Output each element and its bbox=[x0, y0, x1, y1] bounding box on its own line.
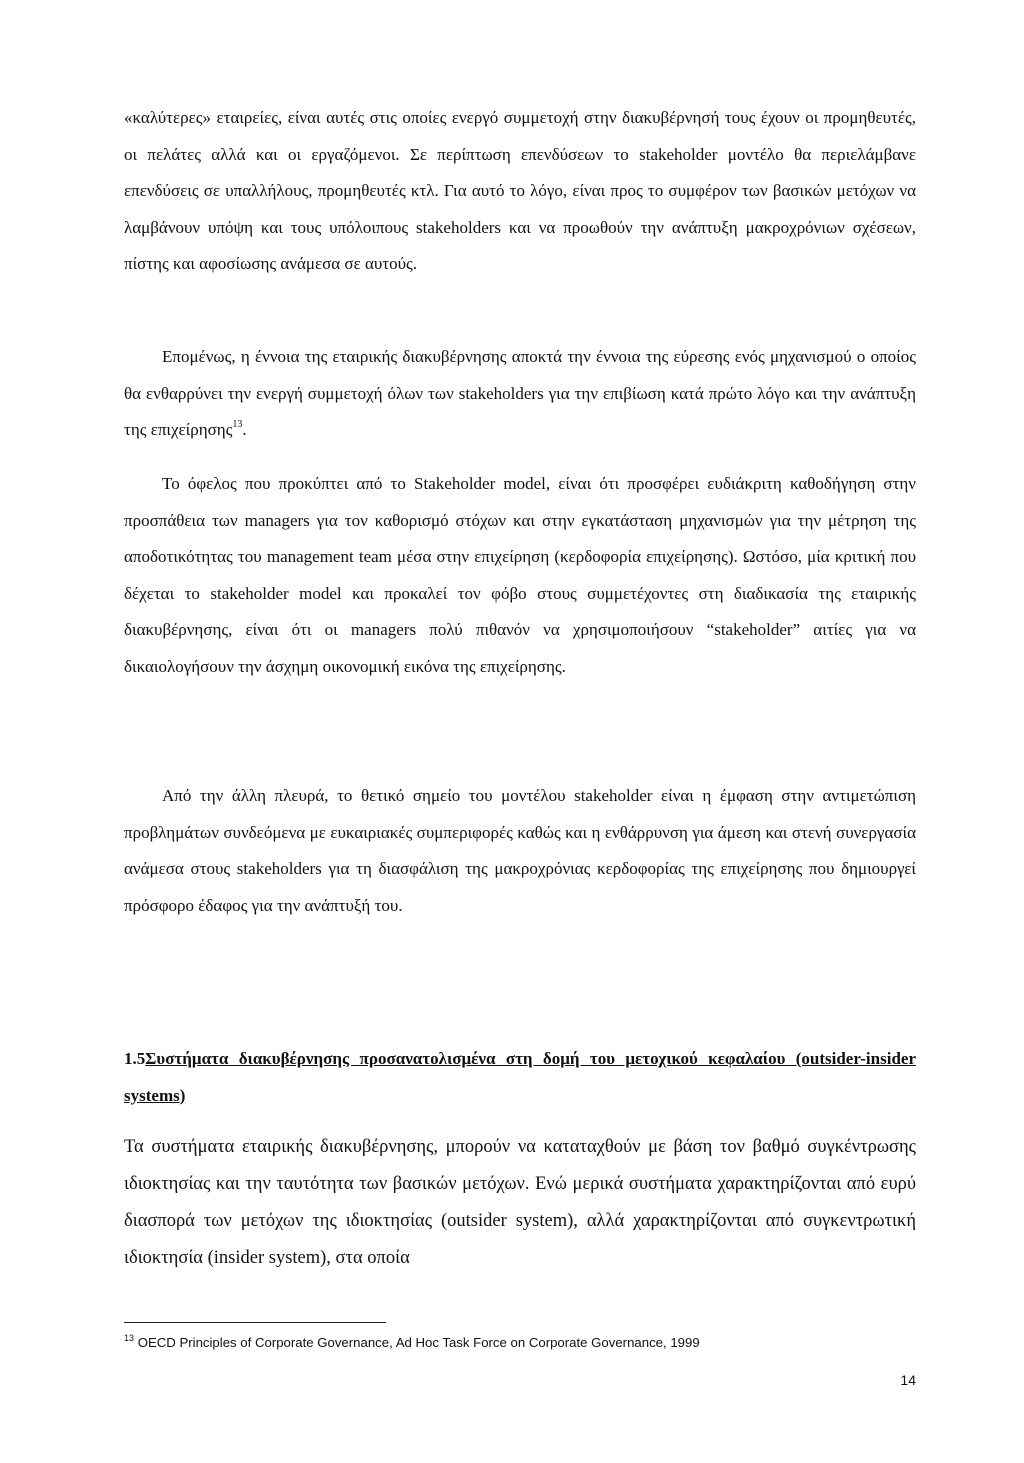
paragraph-2-tail: . bbox=[242, 420, 247, 440]
section-number: 1.5 bbox=[124, 1049, 146, 1068]
paragraph-stakeholder-model-benefits: Το όφελος που προκύπτει από το Stakeholder model, είναι ότι προσφέρει ευδιάκριτη καθοδήγηση στην προσπάθεια των managers για τον καθορισμό στόχων και στην εγκατάσταση μηχανισμών για την μέτρηση της αποδοτικότητας του management team μέσα στην επιχείρηση (κερδοφορία επιχείρησης). Ωστόσο, μία κριτική που δέχεται το stakeholder model και προκαλεί τον φόβο στους συμμετέχοντες στη διαδικασία της εταιρικής διακυβέρνησης, είναι ότι οι managers πολύ πιθανόν να χρησιμοποιήσουν “stakeholder” αιτίες για να δικαιολογήσουν την άσχημη οικονομική εικόνα της επιχείρησης. bbox=[124, 474, 916, 676]
paragraph-2-text: Επομένως, η έννοια της εταιρικής διακυβέρνησης αποκτά την έννοια της εύρεσης ενός μηχανισμού ο οποίος θα ενθαρρύνει την ενεργή συμμετοχή όλων των stakeholders για την επιβίωση κατά πρώτο λόγο και την ανάπτυξη της επιχείρησης bbox=[124, 347, 916, 440]
footnote-marker: 13 bbox=[124, 1333, 135, 1343]
page-number: 14 bbox=[900, 1372, 916, 1388]
paragraph-stakeholder-firms: «καλύτερες» εταιρείες, είναι αυτές στις οποίες ενεργό συμμετοχή στην διακυβέρνησή τους έχουν οι προμηθευτές, οι πελάτες αλλά και οι εργαζόμενοι. Σε περίπτωση επενδύσεων το stakeholder μοντέλο θα περιελάμβανε επενδύσεις σε υπαλλήλους, προμηθευτές κτλ. Για αυτό το λόγο, είναι προς το συμφέρον των βασικών μετόχων να λαμβάνουν υπόψη και τους υπόλοιπους stakeholders και να προωθούν την ανάπτυξη μακροχρόνιων σχέσεων, πίστης και αφοσίωσης ανάμεσα σε αυτούς. bbox=[124, 108, 916, 274]
paragraph-governance-systems: Τα συστήματα εταιρικής διακυβέρνησης, μπορούν να καταταχθούν με βάση τον βαθμό συγκέντρωσης ιδιοκτησίας και την ταυτότητα των βασικών μετόχων. Ενώ μερικά συστήματα χαρακτηρίζονται από ευρύ διασπορά των μετόχων της ιδιοκτησίας (outsider system), αλλά χαρακτηρίζονται από συγκεντρωτική ιδιοκτησία (insider system), στα οποία bbox=[124, 1137, 916, 1268]
footnote-text: OECD Principles of Corporate Governance, Ad Hoc Task Force on Corporate Governance, 1999 bbox=[137, 1335, 700, 1350]
footnote bbox=[124, 1333, 916, 1353]
section-heading bbox=[124, 1041, 916, 1114]
paragraph-stakeholder-model-positive: Από την άλλη πλευρά, το θετικό σημείο του μοντέλου stakeholder είναι η έμφαση στην αντιμετώπιση προβλημάτων συνδεόμενα με ευκαιριακές συμπεριφορές καθώς και η ενθάρρυνση για άμεση και στενή συνεργασία ανάμεσα στους stakeholders για τη διασφάλιση της μακροχρόνιας κερδοφορίας της επιχείρησης που δημιουργεί πρόσφορο έδαφος για την ανάπτυξή του. bbox=[124, 786, 916, 915]
footnote-divider bbox=[124, 1322, 386, 1323]
section-title: Συστήματα διακυβέρνησης προσανατολισμένα στη δομή του μετοχικού κεφαλαίου (outsider-insider systems) bbox=[124, 1049, 916, 1105]
paragraph-corporate-governance-meaning bbox=[124, 339, 916, 449]
footnote-reference[interactable]: 13 bbox=[232, 419, 243, 431]
